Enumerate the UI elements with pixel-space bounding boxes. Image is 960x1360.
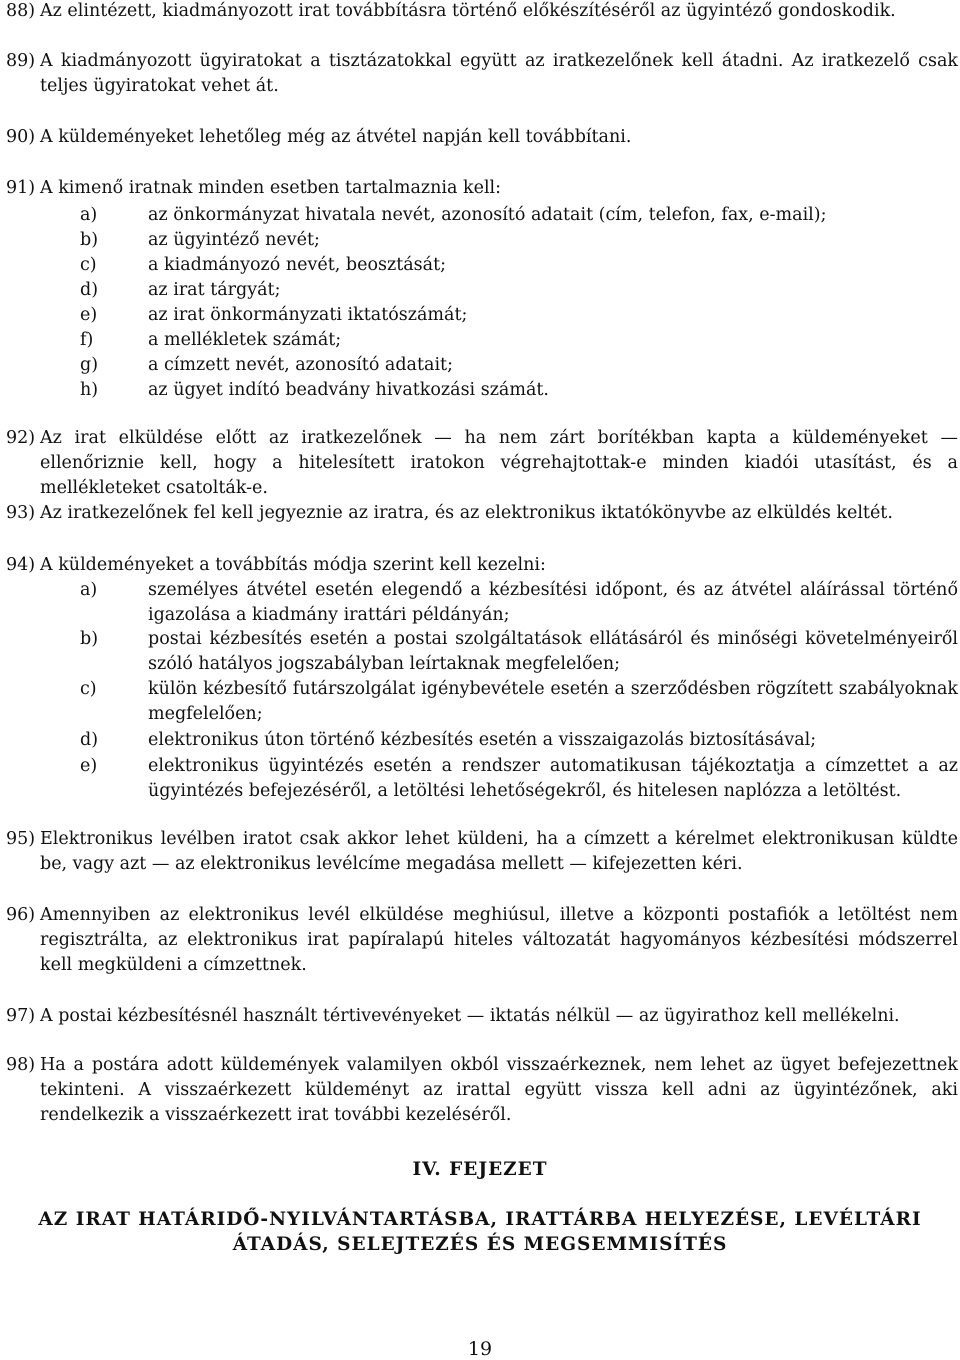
list-item	[80, 728, 958, 753]
paragraph-text: A kiadmányozott ügyiratokat a tisztázatokkal együtt az iratkezelőnek kell átadni. Az iratkezelő csak teljes ügyiratokat vehet át.	[40, 51, 958, 96]
list-item	[80, 677, 958, 727]
paragraph-88	[6, 0, 958, 24]
paragraph-95	[6, 827, 958, 877]
paragraph-number: 88)	[6, 1, 36, 21]
list-item-label: d)	[80, 730, 99, 750]
list-item-text: az ügyet indító beadvány hivatkozási számát.	[148, 380, 549, 400]
chapter-title-line-1: AZ IRAT HATÁRIDŐ-NYILVÁNTARTÁSBA, IRATTÁRBA HELYEZÉSE, LEVÉLTÁRI	[38, 1209, 922, 1230]
paragraph-number: 91)	[6, 178, 36, 198]
list-item	[80, 353, 958, 378]
paragraph-number: 93)	[6, 503, 36, 523]
list-item-label: b)	[80, 230, 99, 250]
paragraph-number: 98)	[6, 1055, 36, 1075]
paragraph-number: 89)	[6, 51, 36, 71]
paragraph-number: 97)	[6, 1006, 36, 1026]
list-item-text: külön kézbesítő futárszolgálat igénybevétele esetén a szerződésben rögzített szabályoknak megfelelően;	[148, 679, 958, 724]
paragraph-89	[6, 49, 958, 99]
list-item-text: személyes átvétel esetén elegendő a kézbesítési időpont, és az átvétel aláírással történő igazolása a kiadmány irattári példányán;	[148, 580, 958, 625]
paragraph-text: Az irat elküldése előtt az iratkezelőnek — ha nem zárt borítékban kapta a küldeményeket — ellenőriznie kell, hogy a hitelesített iratokon végrehajtottak-e minden kiadói utasítást, és a mellékleteket csatolták-e.	[40, 428, 958, 498]
list-item	[80, 578, 958, 628]
paragraph-text: A küldeményeket lehetőleg még az átvétel napján kell továbbítani.	[40, 127, 632, 147]
list-item	[80, 303, 958, 328]
paragraph-92	[6, 426, 958, 501]
list-item	[80, 627, 958, 677]
paragraph-94	[6, 553, 958, 578]
chapter-title-line-2: ÁTADÁS, SELEJTEZÉS ÉS MEGSEMMISÍTÉS	[232, 1234, 728, 1255]
list-item-label: c)	[80, 679, 97, 699]
list-item-text: a kiadmányozó nevét, beosztását;	[148, 255, 447, 275]
paragraph-90	[6, 125, 958, 150]
paragraph-number: 92)	[6, 428, 36, 448]
list-item-text: elektronikus úton történő kézbesítés esetén a visszaigazolás biztosításával;	[148, 730, 817, 750]
list-item-text: a címzett nevét, azonosító adatait;	[148, 355, 453, 375]
list-item	[80, 328, 958, 353]
paragraph-number: 94)	[6, 555, 36, 575]
list-item-label: g)	[80, 355, 99, 375]
list-item-text: a mellékletek számát;	[148, 330, 342, 350]
list-item	[80, 203, 958, 228]
list-item-label: a)	[80, 205, 98, 225]
list-item-text: postai kézbesítés esetén a postai szolgáltatások ellátásáról és minőségi követelményeiről szóló hatályos jogszabályban leírtaknak megfelelően;	[148, 629, 958, 674]
list-item	[80, 754, 958, 804]
list-item-label: a)	[80, 580, 98, 600]
paragraph-text: A kimenő iratnak minden esetben tartalmaznia kell:	[40, 178, 502, 198]
paragraph-number: 90)	[6, 127, 36, 147]
list-item-label: d)	[80, 280, 99, 300]
paragraph-number: 95)	[6, 829, 36, 849]
paragraph-91	[6, 176, 958, 201]
list-item-label: c)	[80, 255, 97, 275]
paragraph-98	[6, 1053, 958, 1128]
list-item-label: b)	[80, 629, 99, 649]
paragraph-93	[6, 501, 958, 526]
list-item	[80, 253, 958, 278]
paragraph-text: Ha a postára adott küldemények valamilyen okból visszaérkeznek, nem lehet az ügyet befejezettnek tekinteni. A visszaérkezett küldeményt az irattal együtt vissza kell adni az ügyintézőnek, aki rendelkezik a visszaérkezett irat további kezeléséről.	[40, 1055, 958, 1125]
paragraph-text: Amennyiben az elektronikus levél elküldése meghiúsul, illetve a központi postafiók a letöltést nem regisztrálta, az elektronikus irat papíralapú hiteles változatát hagyományos kézbesítési módszerrel kell megküldeni a címzettnek.	[40, 905, 958, 975]
paragraph-text: A küldeményeket a továbbítás módja szerint kell kezelni:	[40, 555, 546, 575]
chapter-number: IV. FEJEZET	[412, 1159, 548, 1180]
paragraph-text: A postai kézbesítésnél használt tértivevényeket — iktatás nélkül — az ügyirathoz kell mellékelni.	[40, 1006, 900, 1026]
list-item-label: f)	[80, 330, 94, 350]
list-item	[80, 378, 958, 403]
paragraph-97	[6, 1004, 958, 1029]
list-item-text: az irat tárgyát;	[148, 280, 281, 300]
list-item-label: e)	[80, 756, 98, 776]
list-item-label: h)	[80, 380, 99, 400]
list-item-text: az irat önkormányzati iktatószámát;	[148, 305, 468, 325]
list-item	[80, 278, 958, 303]
list-item-label: e)	[80, 305, 98, 325]
paragraph-number: 96)	[6, 905, 36, 925]
list-item	[80, 228, 958, 253]
paragraph-text: Az elintézett, kiadmányozott irat továbbításra történő előkészítéséről az ügyintéző gondoskodik.	[40, 1, 896, 21]
page-number: 19	[467, 1338, 493, 1360]
list-item-text: az ügyintéző nevét;	[148, 230, 320, 250]
paragraph-96	[6, 903, 958, 978]
paragraph-text: Az iratkezelőnek fel kell jegyeznie az iratra, és az elektronikus iktatókönyvbe az elküldés keltét.	[40, 503, 893, 523]
paragraph-text: Elektronikus levélben iratot csak akkor lehet küldeni, ha a címzett a kérelmet elektronikusan küldte be, vagy azt — az elektronikus levélcíme megadása mellett — kifejezetten kéri.	[40, 829, 958, 874]
list-item-text: az önkormányzat hivatala nevét, azonosító adatait (cím, telefon, fax, e-mail);	[148, 205, 827, 225]
list-item-text: elektronikus ügyintézés esetén a rendszer automatikusan tájékoztatja a címzettet a az ügyintézés befejezéséről, a letöltési lehetőségekről, és hitelesen naplózza a letöltést.	[148, 756, 958, 801]
